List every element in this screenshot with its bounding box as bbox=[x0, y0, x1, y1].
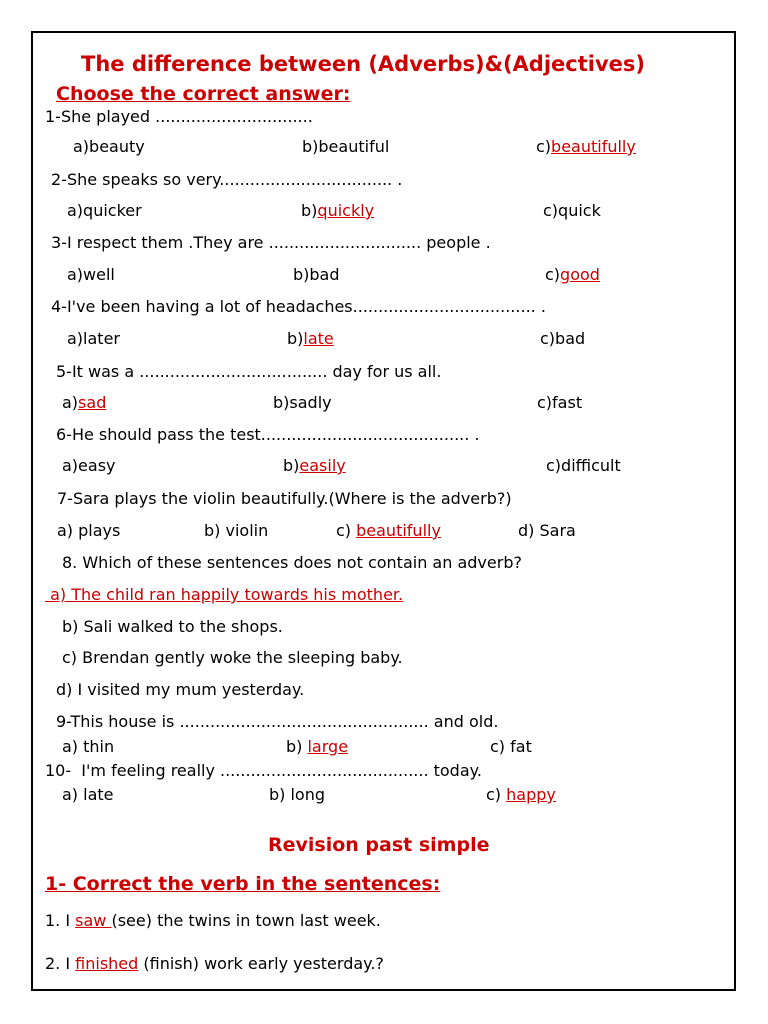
q8-option-a-correct: a) The child ran happily towards his mother. bbox=[45, 585, 404, 604]
sentence-2: 2. I finished (finish) work early yesterday.? bbox=[45, 954, 384, 973]
q2-option-c: c)quick bbox=[543, 201, 601, 220]
q5-correct-answer: sad bbox=[78, 393, 107, 412]
q7-option-b: b) violin bbox=[204, 521, 269, 540]
sentence-2-answer: finished bbox=[75, 954, 139, 973]
sentence-1: 1. I saw (see) the twins in town last week. bbox=[45, 911, 381, 930]
q1-option-a: a)beauty bbox=[73, 137, 145, 156]
q7-option-d: d) Sara bbox=[518, 521, 576, 540]
q10-correct-answer: happy bbox=[506, 785, 556, 804]
revision-heading: Revision past simple bbox=[268, 834, 490, 856]
q3-option-a: a)well bbox=[67, 265, 115, 284]
sentence-1-answer: saw bbox=[75, 911, 112, 930]
q1-option-b: b)beautiful bbox=[302, 137, 390, 156]
question-10: 10- I'm feeling really ......................................... today. bbox=[45, 761, 482, 780]
q4-option-a: a)later bbox=[67, 329, 120, 348]
q6-option-b: b)easily bbox=[283, 456, 346, 475]
question-5: 5-It was a ..................................... day for us all. bbox=[56, 362, 442, 381]
q7-correct-answer: beautifully bbox=[356, 521, 441, 540]
q3-option-b: b)bad bbox=[293, 265, 340, 284]
q10-option-c: c) happy bbox=[486, 785, 556, 804]
q4-correct-answer: late bbox=[303, 329, 334, 348]
question-4: 4-I've been having a lot of headaches.................................... . bbox=[51, 297, 546, 316]
q6-option-c: c)difficult bbox=[546, 456, 621, 475]
instruction-heading: Choose the correct answer: bbox=[56, 83, 351, 105]
q9-option-b: b) large bbox=[286, 737, 349, 756]
q4-option-b: b)late bbox=[287, 329, 334, 348]
question-6: 6-He should pass the test......................................... . bbox=[56, 425, 480, 444]
question-8: 8. Which of these sentences does not contain an adverb? bbox=[62, 553, 522, 572]
question-7: 7-Sara plays the violin beautifully.(Where is the adverb?) bbox=[57, 489, 512, 508]
q10-option-a: a) late bbox=[62, 785, 114, 804]
q2-option-a: a)quicker bbox=[67, 201, 142, 220]
q1-option-c: c)beautifully bbox=[536, 137, 636, 156]
q3-correct-answer: good bbox=[560, 265, 600, 284]
q7-option-c: c) beautifully bbox=[336, 521, 441, 540]
q8-option-c: c) Brendan gently woke the sleeping baby. bbox=[62, 648, 403, 667]
q8-option-b: b) Sali walked to the shops. bbox=[62, 617, 283, 636]
q5-option-b: b)sadly bbox=[273, 393, 332, 412]
page-title: The difference between (Adverbs)&(Adjectives) bbox=[81, 52, 645, 76]
q4-option-c: c)bad bbox=[540, 329, 586, 348]
q9-option-c: c) fat bbox=[490, 737, 532, 756]
q8-option-d: d) I visited my mum yesterday. bbox=[56, 680, 305, 699]
question-1: 1-She played ............................... bbox=[45, 107, 313, 126]
q3-option-c: c)good bbox=[545, 265, 600, 284]
q6-option-a: a)easy bbox=[62, 456, 116, 475]
q2-correct-answer: quickly bbox=[317, 201, 375, 220]
q6-correct-answer: easily bbox=[299, 456, 346, 475]
question-3: 3-I respect them .They are .............................. people . bbox=[51, 233, 491, 252]
section-1-heading: 1- Correct the verb in the sentences: bbox=[45, 873, 441, 895]
q9-option-a: a) thin bbox=[62, 737, 115, 756]
q5-option-c: c)fast bbox=[537, 393, 583, 412]
q7-option-a: a) plays bbox=[57, 521, 121, 540]
question-9: 9-This house is ................................................. and old. bbox=[56, 712, 499, 731]
q2-option-b: b)quickly bbox=[301, 201, 375, 220]
q10-option-b: b) long bbox=[269, 785, 326, 804]
question-2: 2-She speaks so very.................................. . bbox=[51, 170, 403, 189]
q5-option-a: a)sad bbox=[62, 393, 107, 412]
q1-correct-answer: beautifully bbox=[551, 137, 636, 156]
q9-correct-answer: large bbox=[307, 737, 349, 756]
